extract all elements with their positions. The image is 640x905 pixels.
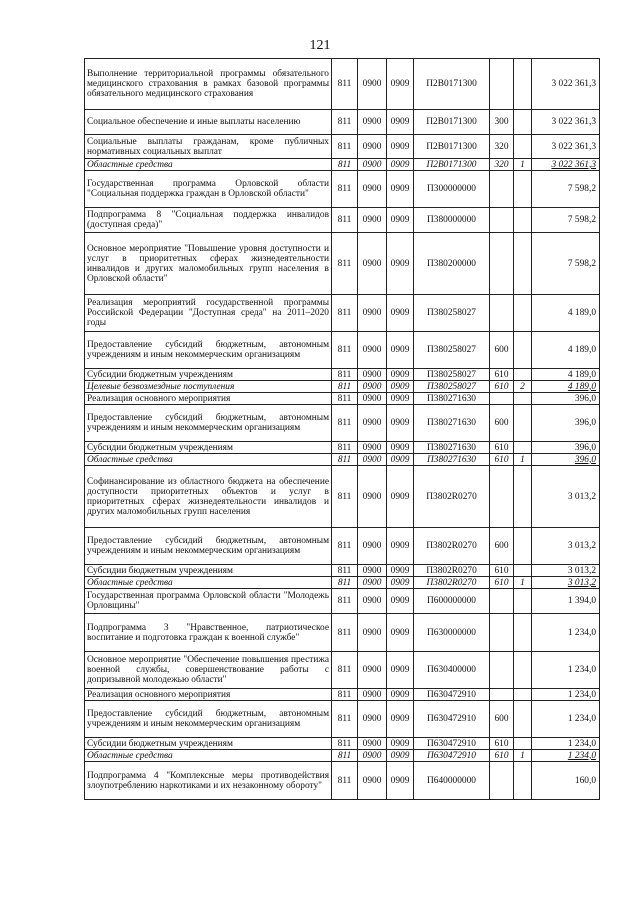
- row-funding-code: [514, 565, 532, 577]
- row-target-code: П630000000: [414, 614, 490, 652]
- row-description: Подпрограмма 4 "Комплексные меры противодействия злоупотреблению наркотиками и их незаконному обороту": [85, 762, 332, 800]
- row-section-code: 0900: [358, 110, 387, 135]
- row-section-code: 0900: [358, 208, 387, 233]
- row-amount: 1 234,0: [532, 738, 600, 750]
- row-grbs-code: 811: [332, 295, 358, 332]
- row-target-code: П380271630: [414, 393, 490, 405]
- row-target-code: П2В0171300: [414, 59, 490, 110]
- row-subsection-code: 0909: [387, 208, 414, 233]
- row-funding-code: 1: [514, 577, 532, 589]
- table-row: [85, 454, 600, 466]
- row-expense-type: [490, 689, 514, 701]
- row-grbs-code: 811: [332, 589, 358, 614]
- row-subsection-code: 0909: [387, 762, 414, 800]
- row-expense-type: 600: [490, 332, 514, 369]
- table-row: [85, 762, 600, 800]
- row-target-code: П3802R0270: [414, 528, 490, 565]
- row-section-code: 0900: [358, 405, 387, 442]
- row-subsection-code: 0909: [387, 381, 414, 393]
- row-subsection-code: 0909: [387, 171, 414, 208]
- row-subsection-code: 0909: [387, 135, 414, 159]
- row-description: Областные средства: [85, 454, 332, 466]
- table-row: [85, 59, 600, 110]
- row-description: Предоставление субсидий бюджетным, автономным учреждениям и иным некоммерческим организациям: [85, 528, 332, 565]
- table-row: [85, 233, 600, 295]
- table-row: [85, 171, 600, 208]
- row-description: Государственная программа Орловской области "Социальная поддержка граждан в Орловской области": [85, 171, 332, 208]
- table-row: [85, 405, 600, 442]
- table-row: [85, 393, 600, 405]
- table-row: [85, 565, 600, 577]
- row-amount: 1 234,0: [532, 750, 600, 762]
- row-expense-type: 600: [490, 701, 514, 738]
- row-funding-code: [514, 208, 532, 233]
- row-expense-type: [490, 393, 514, 405]
- row-expense-type: 610: [490, 381, 514, 393]
- row-amount: 3 022 361,3: [532, 159, 600, 171]
- table-row: [85, 159, 600, 171]
- row-grbs-code: 811: [332, 565, 358, 577]
- row-subsection-code: 0909: [387, 405, 414, 442]
- row-target-code: П2В0171300: [414, 135, 490, 159]
- row-expense-type: [490, 614, 514, 652]
- table-row: [85, 295, 600, 332]
- row-funding-code: [514, 110, 532, 135]
- row-description: Субсидии бюджетным учреждениям: [85, 369, 332, 381]
- row-section-code: 0900: [358, 577, 387, 589]
- row-grbs-code: 811: [332, 454, 358, 466]
- row-target-code: П380271630: [414, 454, 490, 466]
- row-expense-type: [490, 589, 514, 614]
- row-grbs-code: 811: [332, 738, 358, 750]
- table-body: [85, 59, 600, 800]
- row-section-code: 0900: [358, 565, 387, 577]
- row-expense-type: 320: [490, 159, 514, 171]
- row-amount: 4 189,0: [532, 369, 600, 381]
- row-grbs-code: 811: [332, 466, 358, 528]
- row-expense-type: 610: [490, 750, 514, 762]
- row-subsection-code: 0909: [387, 701, 414, 738]
- row-description: Субсидии бюджетным учреждениям: [85, 442, 332, 454]
- row-funding-code: [514, 393, 532, 405]
- row-grbs-code: 811: [332, 208, 358, 233]
- row-funding-code: [514, 233, 532, 295]
- row-target-code: П630472910: [414, 738, 490, 750]
- row-grbs-code: 811: [332, 701, 358, 738]
- row-subsection-code: 0909: [387, 577, 414, 589]
- row-amount: 396,0: [532, 405, 600, 442]
- row-amount: 3 013,2: [532, 565, 600, 577]
- row-section-code: 0900: [358, 159, 387, 171]
- row-target-code: П3802R0270: [414, 466, 490, 528]
- row-section-code: 0900: [358, 332, 387, 369]
- row-amount: 7 598,2: [532, 233, 600, 295]
- row-grbs-code: 811: [332, 171, 358, 208]
- row-expense-type: [490, 208, 514, 233]
- table-row: [85, 701, 600, 738]
- row-grbs-code: 811: [332, 233, 358, 295]
- row-subsection-code: 0909: [387, 59, 414, 110]
- row-grbs-code: 811: [332, 577, 358, 589]
- table-row: [85, 589, 600, 614]
- row-funding-code: [514, 652, 532, 689]
- row-grbs-code: 811: [332, 652, 358, 689]
- row-target-code: П3802R0270: [414, 565, 490, 577]
- row-target-code: П630472910: [414, 750, 490, 762]
- row-grbs-code: 811: [332, 614, 358, 652]
- row-subsection-code: 0909: [387, 442, 414, 454]
- row-target-code: П380258027: [414, 295, 490, 332]
- row-target-code: П300000000: [414, 171, 490, 208]
- row-grbs-code: 811: [332, 442, 358, 454]
- row-description: Предоставление субсидий бюджетным, автономным учреждениям и иным некоммерческим организациям: [85, 405, 332, 442]
- row-section-code: 0900: [358, 466, 387, 528]
- row-subsection-code: 0909: [387, 233, 414, 295]
- row-section-code: 0900: [358, 689, 387, 701]
- row-funding-code: [514, 466, 532, 528]
- row-expense-type: 300: [490, 110, 514, 135]
- table-row: [85, 577, 600, 589]
- row-amount: 396,0: [532, 393, 600, 405]
- row-grbs-code: 811: [332, 405, 358, 442]
- row-subsection-code: 0909: [387, 295, 414, 332]
- row-amount: 4 189,0: [532, 332, 600, 369]
- row-description: Государственная программа Орловской области "Молодежь Орловщины": [85, 589, 332, 614]
- row-subsection-code: 0909: [387, 369, 414, 381]
- row-funding-code: [514, 701, 532, 738]
- row-description: Реализация основного мероприятия: [85, 393, 332, 405]
- table-row: [85, 442, 600, 454]
- row-funding-code: [514, 442, 532, 454]
- row-funding-code: [514, 689, 532, 701]
- row-expense-type: 600: [490, 528, 514, 565]
- table-row: [85, 466, 600, 528]
- row-description: Подпрограмма 8 "Социальная поддержка инвалидов (доступная среда)": [85, 208, 332, 233]
- budget-table: [84, 58, 600, 800]
- row-amount: 1 234,0: [532, 689, 600, 701]
- table-row: [85, 208, 600, 233]
- row-subsection-code: 0909: [387, 565, 414, 577]
- row-subsection-code: 0909: [387, 454, 414, 466]
- row-amount: 396,0: [532, 454, 600, 466]
- row-section-code: 0900: [358, 589, 387, 614]
- row-funding-code: [514, 589, 532, 614]
- row-section-code: 0900: [358, 369, 387, 381]
- row-amount: 3 013,2: [532, 466, 600, 528]
- row-expense-type: 610: [490, 442, 514, 454]
- row-section-code: 0900: [358, 295, 387, 332]
- row-subsection-code: 0909: [387, 689, 414, 701]
- row-target-code: П380000000: [414, 208, 490, 233]
- row-description: Выполнение территориальной программы обязательного медицинского страхования в рамках базовой программы обязательного медицинского страхования: [85, 59, 332, 110]
- row-funding-code: [514, 171, 532, 208]
- row-subsection-code: 0909: [387, 589, 414, 614]
- row-amount: 3 022 361,3: [532, 59, 600, 110]
- row-section-code: 0900: [358, 454, 387, 466]
- table-row: [85, 135, 600, 159]
- row-expense-type: 320: [490, 135, 514, 159]
- row-target-code: П380271630: [414, 442, 490, 454]
- row-amount: 396,0: [532, 442, 600, 454]
- row-description: Субсидии бюджетным учреждениям: [85, 565, 332, 577]
- row-grbs-code: 811: [332, 750, 358, 762]
- row-expense-type: [490, 652, 514, 689]
- row-section-code: 0900: [358, 381, 387, 393]
- row-expense-type: [490, 295, 514, 332]
- table-row: [85, 614, 600, 652]
- row-funding-code: [514, 614, 532, 652]
- row-expense-type: 610: [490, 369, 514, 381]
- row-subsection-code: 0909: [387, 614, 414, 652]
- row-description: Социальное обеспечение и иные выплаты населению: [85, 110, 332, 135]
- row-description: Основное мероприятие "Повышение уровня доступности и услуг в приоритетных сферах жизнедеятельности инвалидов и других маломобильных групп населения в Орловской области": [85, 233, 332, 295]
- row-amount: 7 598,2: [532, 171, 600, 208]
- row-expense-type: [490, 233, 514, 295]
- row-expense-type: 610: [490, 577, 514, 589]
- row-amount: 3 013,2: [532, 577, 600, 589]
- table-row: [85, 332, 600, 369]
- row-funding-code: [514, 738, 532, 750]
- table-row: [85, 381, 600, 393]
- row-funding-code: 1: [514, 159, 532, 171]
- table-row: [85, 750, 600, 762]
- row-description: Областные средства: [85, 750, 332, 762]
- row-grbs-code: 811: [332, 528, 358, 565]
- row-subsection-code: 0909: [387, 466, 414, 528]
- row-section-code: 0900: [358, 171, 387, 208]
- row-amount: 160,0: [532, 762, 600, 800]
- row-amount: 7 598,2: [532, 208, 600, 233]
- row-funding-code: 2: [514, 381, 532, 393]
- row-subsection-code: 0909: [387, 159, 414, 171]
- table-row: [85, 369, 600, 381]
- row-section-code: 0900: [358, 701, 387, 738]
- row-funding-code: [514, 332, 532, 369]
- row-target-code: П2В0171300: [414, 110, 490, 135]
- row-target-code: П380200000: [414, 233, 490, 295]
- row-description: Предоставление субсидий бюджетным, автономным учреждениям и иным некоммерческим организациям: [85, 332, 332, 369]
- page-number: 121: [309, 38, 331, 53]
- row-description: Предоставление субсидий бюджетным, автономным учреждениям и иным некоммерческим организациям: [85, 701, 332, 738]
- row-amount: 4 189,0: [532, 295, 600, 332]
- row-section-code: 0900: [358, 135, 387, 159]
- row-expense-type: 610: [490, 738, 514, 750]
- table-row: [85, 110, 600, 135]
- row-subsection-code: 0909: [387, 750, 414, 762]
- table-row: [85, 528, 600, 565]
- row-target-code: П640000000: [414, 762, 490, 800]
- row-target-code: П630472910: [414, 689, 490, 701]
- row-section-code: 0900: [358, 442, 387, 454]
- row-amount: 1 234,0: [532, 652, 600, 689]
- row-amount: 1 394,0: [532, 589, 600, 614]
- row-description: Подпрограмма 3 "Нравственное, патриотическое воспитание и подготовка граждан к военной службе": [85, 614, 332, 652]
- row-funding-code: [514, 528, 532, 565]
- row-section-code: 0900: [358, 738, 387, 750]
- table-row: [85, 738, 600, 750]
- row-funding-code: [514, 405, 532, 442]
- table-row: [85, 689, 600, 701]
- row-description: Реализация основного мероприятия: [85, 689, 332, 701]
- row-expense-type: [490, 171, 514, 208]
- row-target-code: П3802R0270: [414, 577, 490, 589]
- row-section-code: 0900: [358, 762, 387, 800]
- row-amount: 1 234,0: [532, 614, 600, 652]
- row-expense-type: [490, 466, 514, 528]
- table-row: [85, 652, 600, 689]
- row-funding-code: [514, 59, 532, 110]
- row-description: Реализация мероприятий государственной программы Российской Федерации "Доступная среда" на 2011–2020 годы: [85, 295, 332, 332]
- row-funding-code: 1: [514, 454, 532, 466]
- row-funding-code: [514, 135, 532, 159]
- row-target-code: П380258027: [414, 381, 490, 393]
- row-section-code: 0900: [358, 393, 387, 405]
- row-description: Софинансирование из областного бюджета на обеспечение доступности приоритетных объектов и услуг в приоритетных сферах жизнедеятельности инвалидов и других маломобильных групп населения: [85, 466, 332, 528]
- row-amount: 3 022 361,3: [532, 110, 600, 135]
- row-grbs-code: 811: [332, 381, 358, 393]
- row-grbs-code: 811: [332, 689, 358, 701]
- row-section-code: 0900: [358, 233, 387, 295]
- row-grbs-code: 811: [332, 393, 358, 405]
- row-expense-type: 610: [490, 454, 514, 466]
- row-grbs-code: 811: [332, 110, 358, 135]
- row-description: Социальные выплаты гражданам, кроме публичных нормативных социальных выплат: [85, 135, 332, 159]
- row-amount: 1 234,0: [532, 701, 600, 738]
- row-target-code: П600000000: [414, 589, 490, 614]
- row-amount: 3 022 361,3: [532, 135, 600, 159]
- row-subsection-code: 0909: [387, 652, 414, 689]
- row-target-code: П380271630: [414, 405, 490, 442]
- row-expense-type: [490, 59, 514, 110]
- row-funding-code: [514, 369, 532, 381]
- row-subsection-code: 0909: [387, 738, 414, 750]
- row-description: Основное мероприятие "Обеспечение повышения престижа военной службы, совершенствование работы с допризывной молодежью области": [85, 652, 332, 689]
- row-description: Областные средства: [85, 159, 332, 171]
- row-description: Субсидии бюджетным учреждениям: [85, 738, 332, 750]
- row-grbs-code: 811: [332, 369, 358, 381]
- row-funding-code: 1: [514, 750, 532, 762]
- row-grbs-code: 811: [332, 332, 358, 369]
- row-expense-type: 600: [490, 405, 514, 442]
- row-expense-type: 610: [490, 565, 514, 577]
- row-section-code: 0900: [358, 528, 387, 565]
- row-target-code: П380258027: [414, 369, 490, 381]
- row-grbs-code: 811: [332, 762, 358, 800]
- row-section-code: 0900: [358, 59, 387, 110]
- row-grbs-code: 811: [332, 159, 358, 171]
- row-section-code: 0900: [358, 750, 387, 762]
- row-section-code: 0900: [358, 614, 387, 652]
- row-amount: 3 013,2: [532, 528, 600, 565]
- row-subsection-code: 0909: [387, 528, 414, 565]
- row-grbs-code: 811: [332, 59, 358, 110]
- row-target-code: П380258027: [414, 332, 490, 369]
- row-expense-type: [490, 762, 514, 800]
- row-subsection-code: 0909: [387, 110, 414, 135]
- row-funding-code: [514, 762, 532, 800]
- row-subsection-code: 0909: [387, 393, 414, 405]
- row-target-code: П630400000: [414, 652, 490, 689]
- row-funding-code: [514, 295, 532, 332]
- row-target-code: П630472910: [414, 701, 490, 738]
- row-amount: 4 189,0: [532, 381, 600, 393]
- row-section-code: 0900: [358, 652, 387, 689]
- row-grbs-code: 811: [332, 135, 358, 159]
- row-description: Областные средства: [85, 577, 332, 589]
- row-description: Целевые безвозмездные поступления: [85, 381, 332, 393]
- row-subsection-code: 0909: [387, 332, 414, 369]
- row-target-code: П2В0171300: [414, 159, 490, 171]
